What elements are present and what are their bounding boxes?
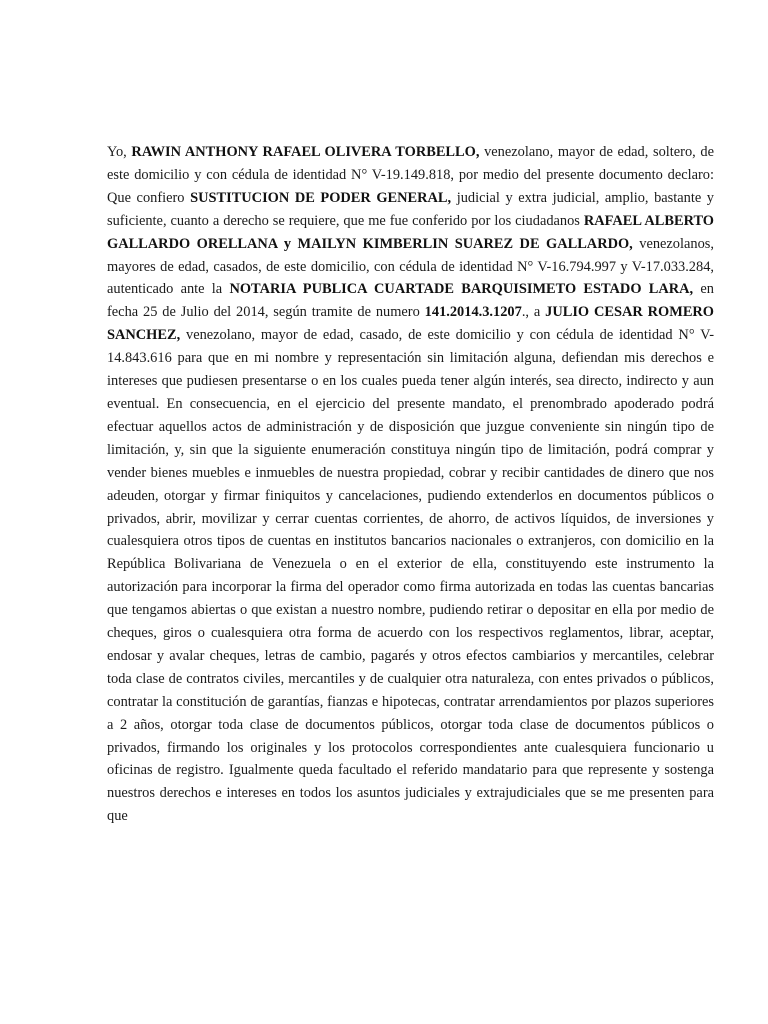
notary-office: NOTARIA PUBLICA CUARTADE BARQUISIMETO ESTADO LARA, — [229, 281, 694, 298]
document-body-paragraph — [107, 141, 714, 828]
text-run: en fecha 25 de Julio del 2014, según tramite de numero — [107, 281, 714, 321]
text-run: ., a — [521, 304, 546, 321]
text-run: judicial y extra judicial, amplio, bastante y suficiente, cuanto a derecho se requiere, que me fue conferido por los ciudadanos — [107, 189, 714, 229]
original-grantors-names: RAFAEL ALBERTO GALLARDO ORELLANA y MAILYN KIMBERLIN SUAREZ DE GALLARDO, — [107, 212, 714, 252]
grantor-name: RAWIN ANTHONY RAFAEL OLIVERA TORBELLO, — [131, 144, 480, 160]
power-type: SUSTITUCION DE PODER GENERAL, — [190, 189, 452, 206]
attorney-name: JULIO CESAR ROMERO SANCHEZ, — [107, 304, 714, 344]
text-run: venezolanos, mayores de edad, casados, de este domicilio, con cédula de identidad N° V-16.794.997 y V-17.033.284, autenticado ante la — [107, 235, 714, 298]
text-run: venezolano, mayor de edad, casado, de este domicilio y con cédula de identidad N° V- 14.843.616 para que en mi nombre y representación sin limitación alguna, defiendan mis derechos e intereses que pudiesen presentarse o en los cuales pueda tener algún interés, sea directo, indirecto y aun eventual. En consecuencia, en el ejercicio del presente mandato, el prenombrado apoderado podrá efectuar aquellos actos de administración y de disposición que juzgue conveniente sin ningún tipo de limitación, y, sin que la siguiente enumeración constituya ningún tipo de limitación, podrá comprar y vender bienes muebles e inmuebles de nuestra propiedad, cobrar y recibir cantidades de dinero que nos adeuden, otorgar y firmar finiquitos y cancelaciones, pudiendo extenderlos en documentos públicos o privados, abrir, movilizar y cerrar cuentas corrientes, de ahorro, de activos líquidos, de inversiones y cualesquiera otros tipos de cuentas en institutos bancarios nacionales o extranjeros, con domicilio en la República Bolivariana de Venezuela o en el exterior de ella, constituyendo este instrumento la autorización para incorporar la firma del operador como firma autorizada en todas las cuentas bancarias que tengamos abiertas o que existan a nuestro nombre, pudiendo retirar o depositar en ella por medio de cheques, giros o cualesquiera otra forma de acuerdo con los respectivos reglamentos, librar, aceptar, endosar y avalar cheques, letras de cambio, pagarés y otros efectos cambiarios y mercantiles, celebrar toda clase de contratos civiles, mercantiles y de cualquier otra naturaleza, con entes privados o públicos, contratar la constitución de garantías, fianzas e hipotecas, contratar arrendamientos por plazos superiores a 2 años, otorgar toda clase de documentos públicos, otorgar toda clase de documentos públicos o privados, firmando los originales y los protocolos correspondientes ante cualesquiera funcionario u oficinas de registro. Igualmente queda facultado el referido mandatario para que represente y sostenga nuestros derechos e intereses en todos los asuntos judiciales y extrajudiciales que se me presenten para que — [107, 327, 714, 825]
text-run: venezolano, mayor de edad, soltero, de este domicilio y con cédula de identidad N° V-19.149.818, por medio del presente documento declaro: Que confiero — [107, 144, 715, 206]
text-run: Yo, — [107, 144, 132, 160]
procedure-number: 141.2014.3.1207 — [424, 304, 522, 321]
